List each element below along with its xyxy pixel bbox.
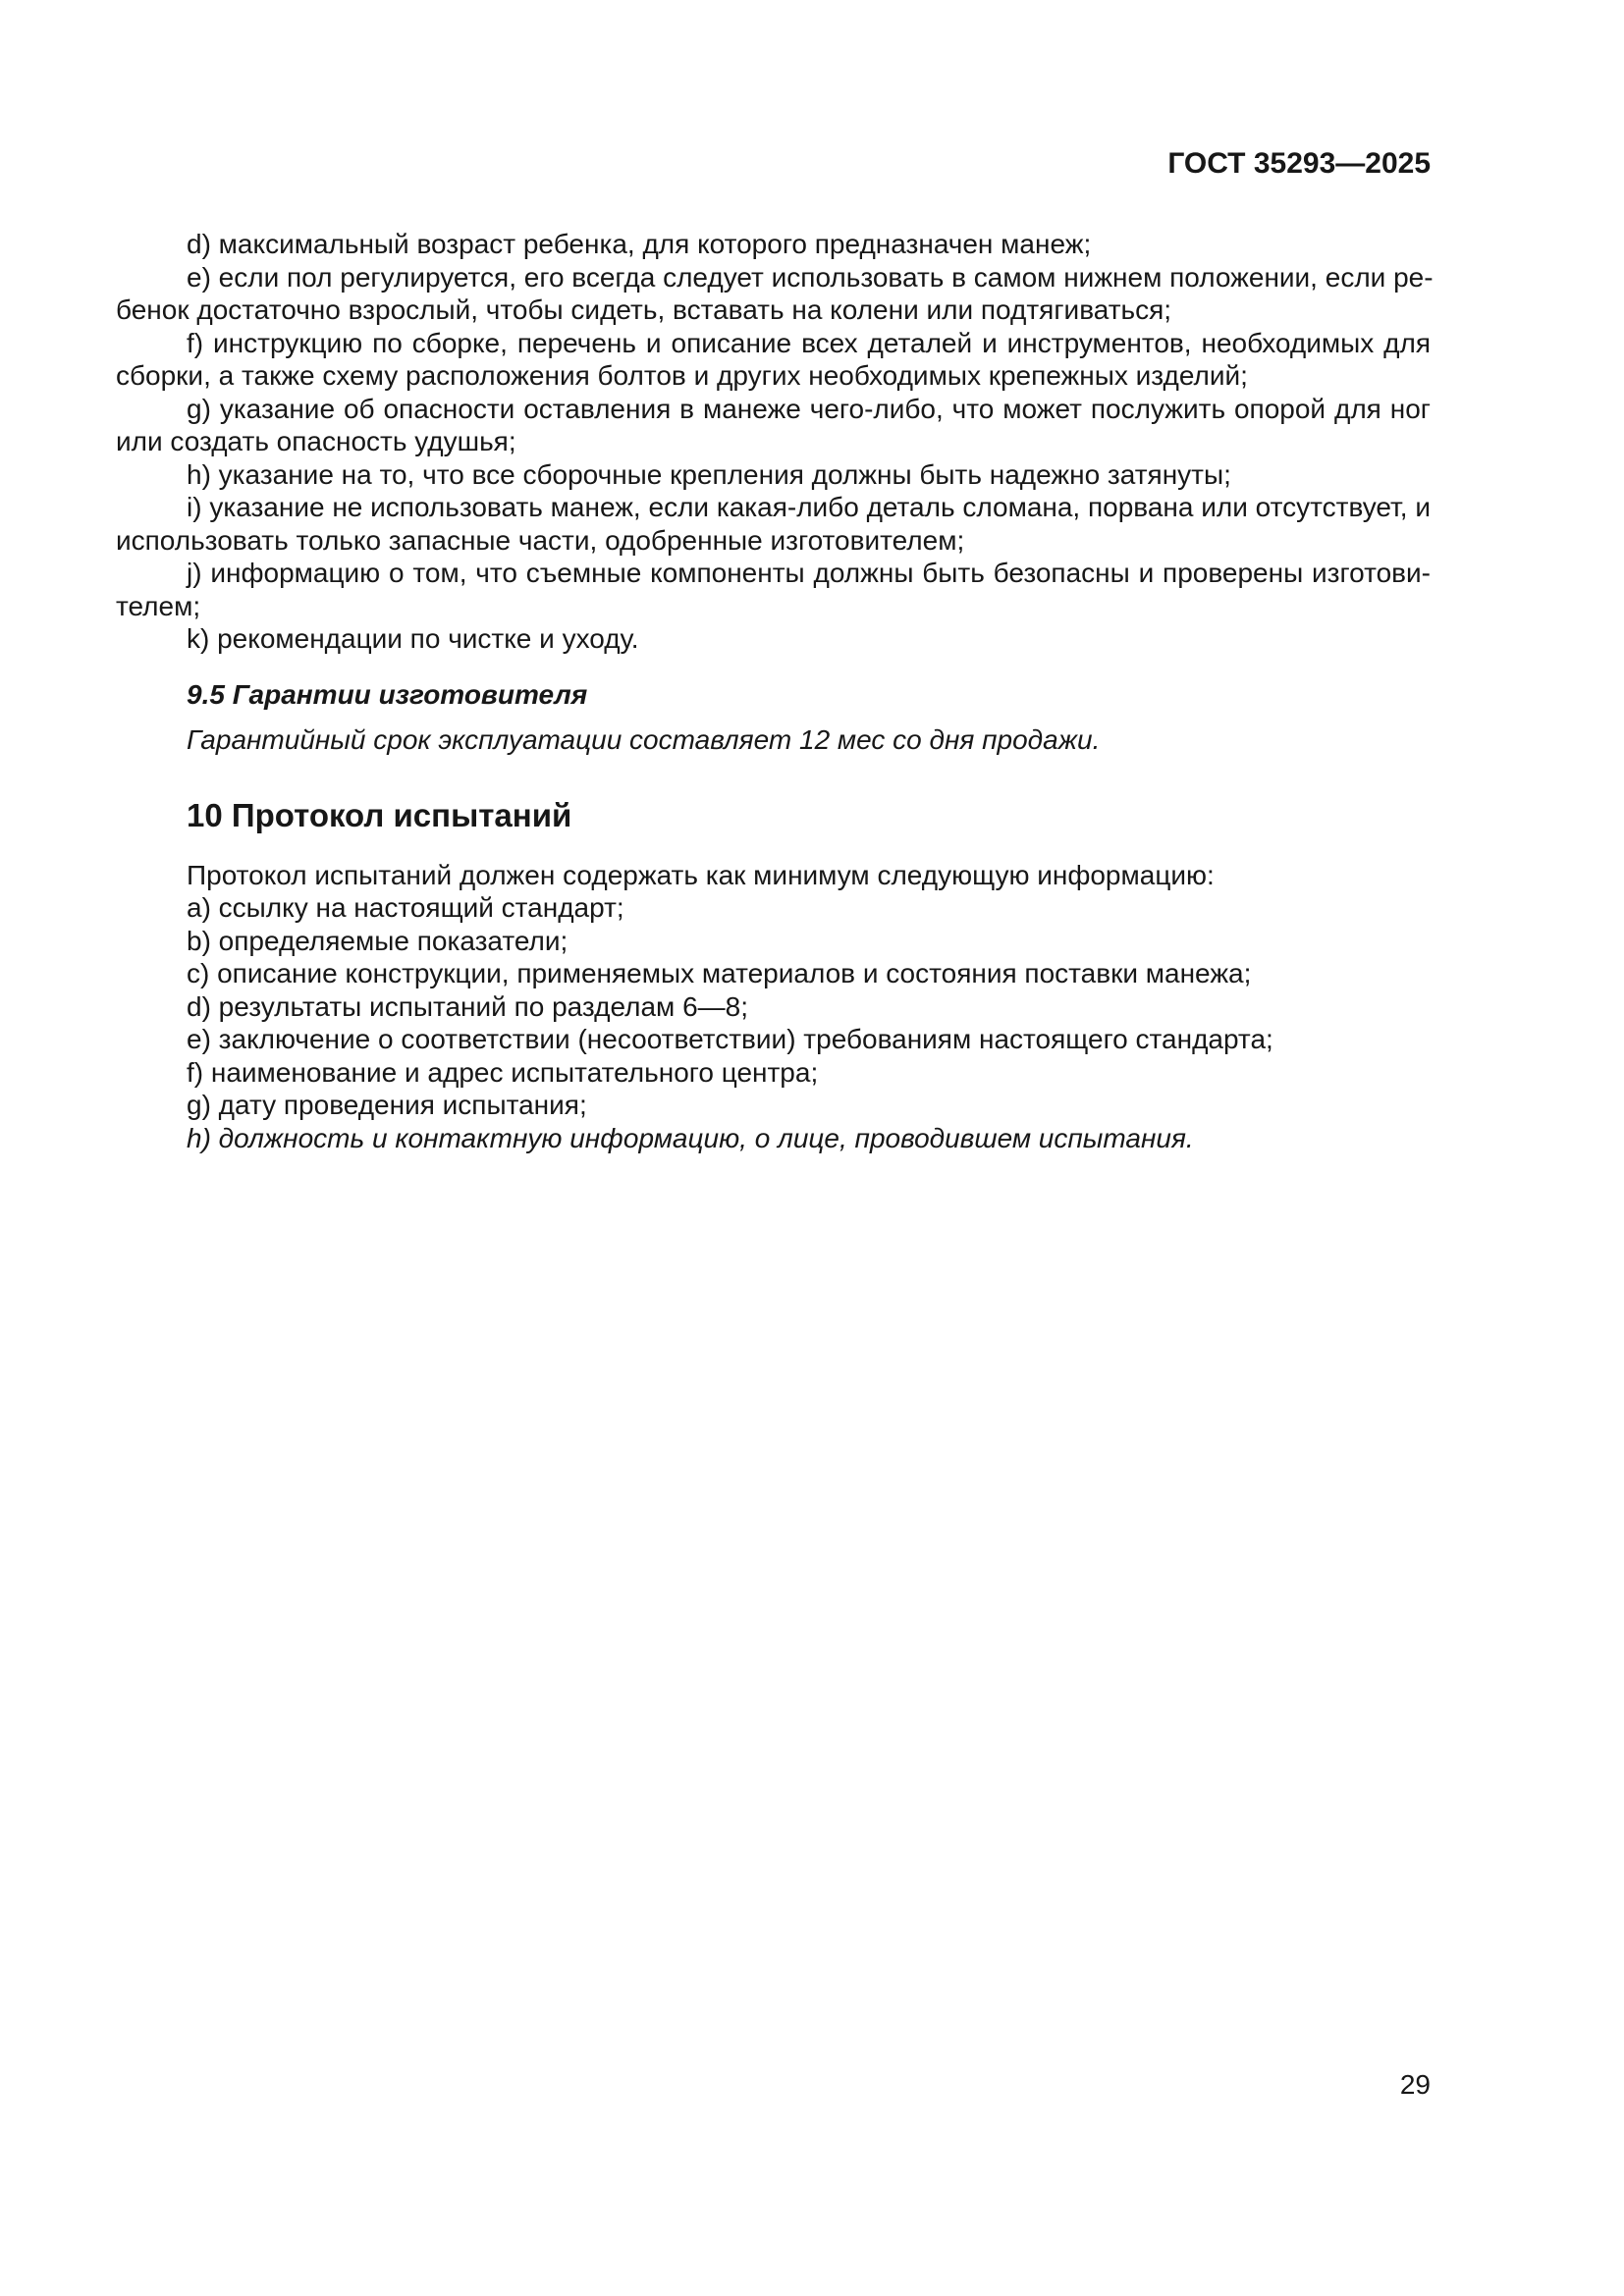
- list-item-e-line-1: e) если пол регулируется, его всегда следует использовать в самом нижнем положении, если ре-: [187, 261, 1434, 293]
- test-report-list: [116, 859, 1431, 1155]
- report-item-g: g) дату проведения испытания;: [187, 1090, 587, 1120]
- document-code-header: ГОСТ 35293—2025: [1167, 147, 1431, 180]
- list-item-f-line-2: сборки, а также схему расположения болтов и других необходимых крепежных изделий;: [116, 360, 1248, 391]
- section-9-5-body: Гарантийный срок эксплуатации составляет 12 мес со дня продажи.: [187, 724, 1101, 755]
- list-item-g-line-1: g) указание об опасности оставления в манеже чего-либо, что может послужить опорой для ног: [187, 393, 1431, 424]
- report-item-d: d) результаты испытаний по разделам 6—8;: [187, 990, 748, 1022]
- report-item-e: e) заключение о соответствии (несоответствии) требованиям настоящего стандарта;: [187, 1024, 1273, 1054]
- list-item-j-line-1: j) информацию о том, что съемные компоненты должны быть безопасны и проверены изготови-: [187, 558, 1431, 588]
- report-item-f: f) наименование и адрес испытательного центра;: [187, 1056, 819, 1088]
- section-10-heading: 10 Протокол испытаний: [187, 796, 572, 833]
- list-item-h: h) указание на то, что все сборочные крепления должны быть надежно затянуты;: [187, 458, 1231, 490]
- report-item-c: c) описание конструкции, применяемых материалов и состояния поставки манежа;: [187, 958, 1252, 988]
- report-item-a: a) ссылку на настоящий стандарт;: [187, 892, 624, 923]
- list-item-f-line-1: f) инструкцию по сборке, перечень и описание всех деталей и инструментов, необходимых для: [187, 327, 1431, 358]
- report-item-b: b) определяемые показатели;: [187, 925, 568, 956]
- list-item-i-line-2: использовать только запасные части, одобренные изготовителем;: [116, 524, 965, 556]
- list-item-i-line-1: i) указание не использовать манеж, если какая-либо деталь сломана, порвана или отсутствует, и: [187, 492, 1431, 522]
- list-item-g-line-2: или создать опасность удушья;: [116, 426, 516, 456]
- list-item-e-line-2: бенок достаточно взрослый, чтобы сидеть, вставать на колени или подтягиваться;: [116, 294, 1172, 325]
- list-item-d: d) максимальный возраст ребенка, для которого предназначен манеж;: [187, 229, 1092, 259]
- manual-requirements-list: [116, 228, 1434, 656]
- list-item-k: k) рекомендации по чистке и уходу.: [187, 623, 639, 654]
- report-item-h: h) должность и контактную информацию, о лице, проводившем испытания.: [187, 1122, 1194, 1153]
- page-number: 29: [1399, 2069, 1431, 2100]
- list-item-j-line-2: телем;: [116, 590, 201, 621]
- section-9-5-heading: 9.5 Гарантии изготовителя: [187, 678, 588, 710]
- section-10-intro: Протокол испытаний должен содержать как минимум следующую информацию:: [187, 859, 1215, 890]
